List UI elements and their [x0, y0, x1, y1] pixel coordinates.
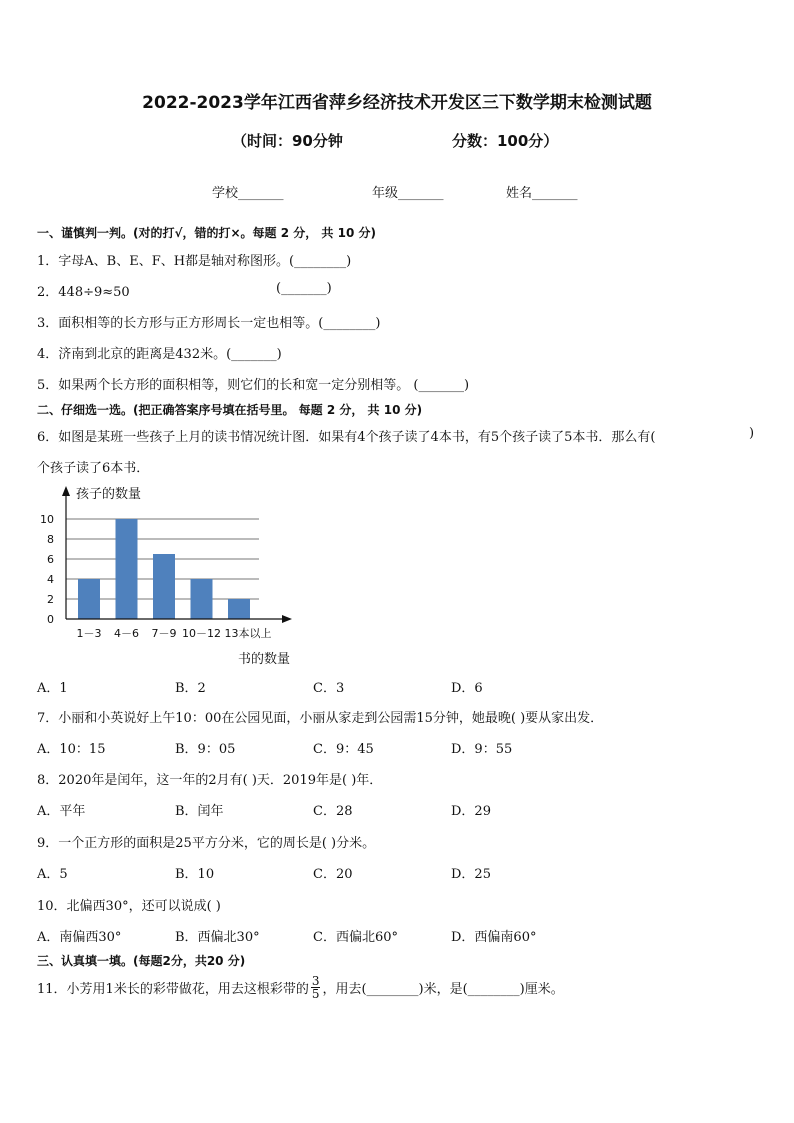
question-8: 8．2020年是闰年，这一年的2月有( )天．2019年是( )年．	[37, 773, 383, 788]
q6-option-b[interactable]: B．2	[175, 681, 206, 696]
q9-option-a[interactable]: A．5	[37, 867, 68, 882]
question-11	[37, 975, 564, 1000]
q10-option-a[interactable]: A．南偏西30°	[37, 930, 122, 945]
question-4: 4．济南到北京的距离是432米。(_______)	[37, 347, 282, 362]
question-6-line2: 个孩子读了6本书．	[37, 461, 150, 476]
q10-option-c[interactable]: C．西偏北60°	[313, 930, 398, 945]
bar	[78, 579, 100, 619]
question-2-blank[interactable]: (_______)	[276, 281, 332, 296]
time-label: （时间：90分钟	[232, 132, 343, 150]
section-2-heading: 二、仔细选一选。(把正确答案序号填在括号里。 每题 2 分， 共 10 分)	[37, 403, 423, 417]
bar	[116, 519, 138, 619]
score-label: 分数：100分）	[452, 132, 559, 150]
question-9: 9．一个正方形的面积是25平方分米，它的周长是( )分米。	[37, 836, 376, 851]
q8-option-a[interactable]: A．平年	[37, 804, 86, 819]
q10-option-b[interactable]: B．西偏北30°	[175, 930, 260, 945]
question-10: 10．北偏西30°，还可以说成( )	[37, 899, 221, 914]
x-tick-label: 13本以上	[224, 627, 272, 640]
bar	[228, 599, 250, 619]
x-tick-label: 1－3	[76, 627, 102, 640]
school-field[interactable]: 学校_______	[212, 186, 284, 201]
question-11-after: ，用去(________)米，是(________)厘米。	[322, 982, 564, 997]
y-axis-title: 孩子的数量	[76, 487, 142, 502]
question-5: 5．如果两个长方形的面积相等，则它们的长和宽一定分别相等。 (_______)	[37, 378, 470, 393]
question-6-paren-close: )	[749, 426, 755, 441]
y-tick-label: 4	[47, 573, 54, 586]
q6-option-d[interactable]: D．6	[451, 681, 483, 696]
name-field[interactable]: 姓名_______	[506, 186, 578, 201]
y-tick-label: 8	[47, 533, 54, 546]
q7-option-d[interactable]: D．9：55	[451, 742, 513, 757]
section-3-heading: 三、认真填一填。(每题2分，共20 分)	[37, 954, 246, 968]
q7-option-c[interactable]: C．9：45	[313, 742, 374, 757]
q7-option-a[interactable]: A．10：15	[37, 742, 106, 757]
question-11-before: 11．小芳用1米长的彩带做花，用去这根彩带的	[37, 982, 309, 997]
x-tick-label: 10－12	[182, 627, 221, 640]
q9-option-d[interactable]: D．25	[451, 867, 491, 882]
grade-field[interactable]: 年级_______	[372, 186, 444, 201]
y-tick-label: 6	[47, 553, 54, 566]
q10-option-d[interactable]: D．西偏南60°	[451, 930, 537, 945]
y-tick-label: 2	[47, 593, 54, 606]
x-axis-title: 书的数量	[238, 652, 291, 667]
y-axis-arrow	[62, 486, 70, 496]
x-tick-label: 7－9	[151, 627, 177, 640]
q8-option-d[interactable]: D．29	[451, 804, 491, 819]
q6-option-c[interactable]: C．3	[313, 681, 345, 696]
question-1: 1．字母A、B、E、F、H都是轴对称图形。(________)	[37, 254, 352, 269]
x-tick-label: 4－6	[114, 627, 139, 640]
bar	[153, 554, 175, 619]
page-title: 2022-2023学年江西省萍乡经济技术开发区三下数学期末检测试题	[142, 93, 652, 113]
fraction-three-fifths	[311, 975, 321, 1000]
fraction-numerator: 3	[311, 974, 320, 988]
section-1-heading: 一、谨慎判一判。(对的打√，错的打×。每题 2 分， 共 10 分)	[37, 226, 376, 240]
q9-option-b[interactable]: B．10	[175, 867, 215, 882]
q8-option-b[interactable]: B．闰年	[175, 804, 224, 819]
reading-bar-chart	[30, 478, 320, 673]
q9-option-c[interactable]: C．20	[313, 867, 353, 882]
question-7: 7．小丽和小英说好上午10：00在公园见面，小丽从家走到公园需15分钟，她最晚( )要从家出发．	[37, 711, 604, 726]
question-6-line1: 6．如图是某班一些孩子上月的读书情况统计图．如果有4个孩子读了4本书，有5个孩子读了5本书．那么有(	[37, 430, 656, 445]
x-axis-arrow	[282, 615, 292, 623]
q8-option-c[interactable]: C．28	[313, 804, 353, 819]
question-3: 3．面积相等的长方形与正方形周长一定也相等。(________)	[37, 316, 381, 331]
y-tick-label: 10	[40, 513, 54, 526]
bar	[191, 579, 213, 619]
question-2: 2．448÷9≈50	[37, 285, 130, 300]
q7-option-b[interactable]: B．9：05	[175, 742, 236, 757]
y-tick-label: 0	[47, 613, 54, 626]
q6-option-a[interactable]: A．1	[37, 681, 68, 696]
fraction-denominator: 5	[311, 987, 320, 1001]
